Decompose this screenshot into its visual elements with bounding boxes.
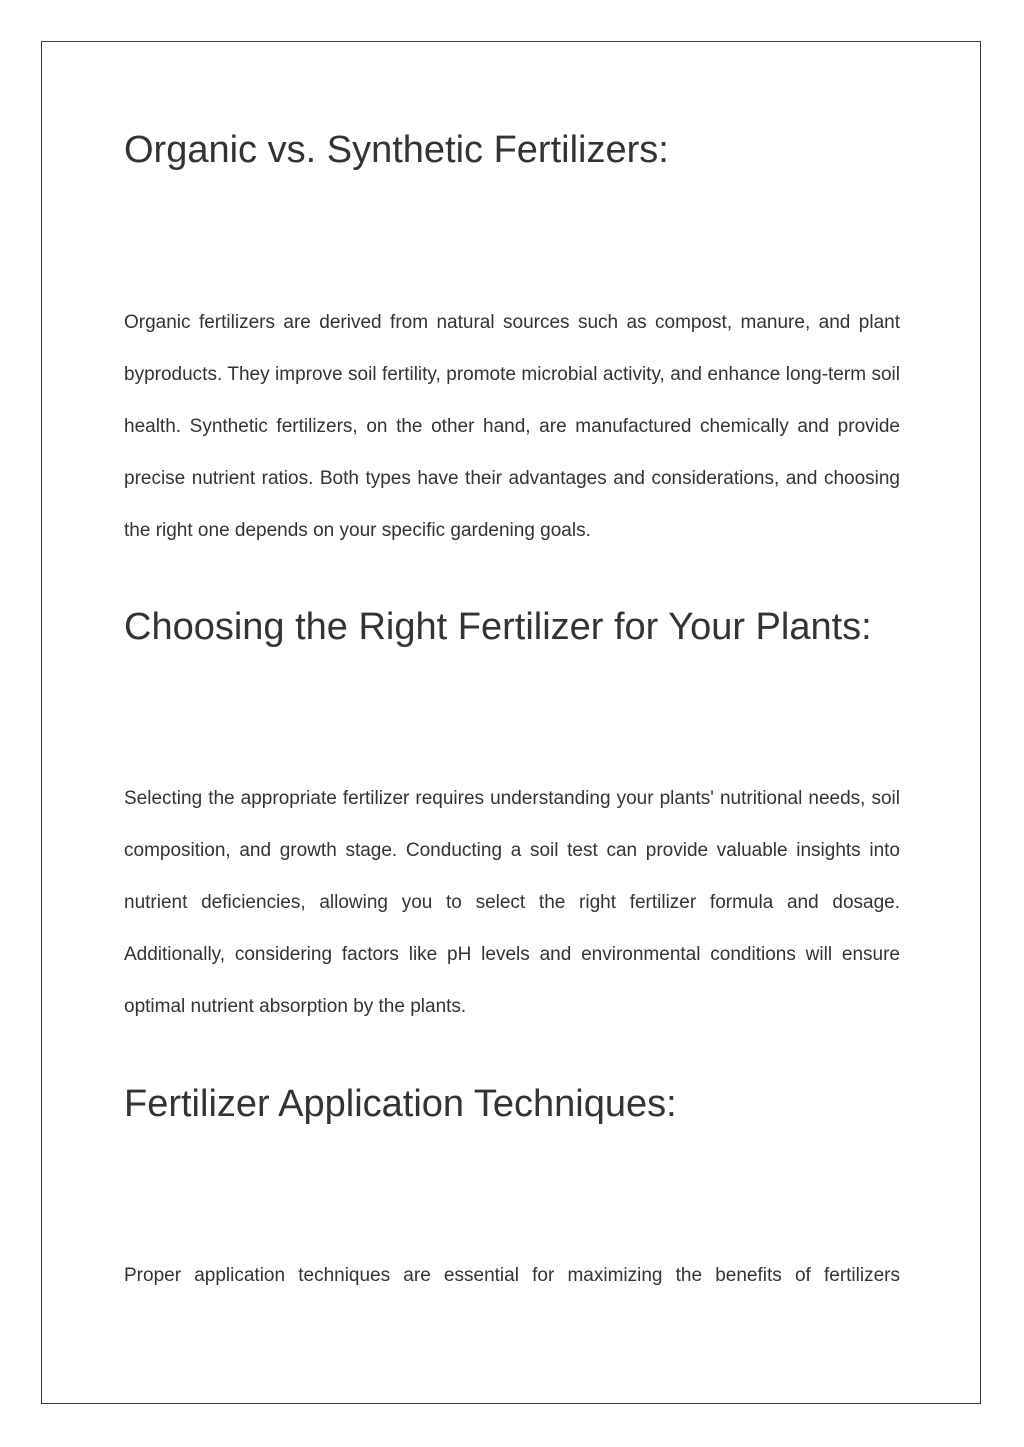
section-heading-application-techniques: Fertilizer Application Techniques: bbox=[124, 1083, 677, 1125]
section-heading-organic-vs-synthetic: Organic vs. Synthetic Fertilizers: bbox=[124, 129, 669, 171]
section-heading-choosing-fertilizer: Choosing the Right Fertilizer for Your Plants: bbox=[124, 606, 872, 648]
section-paragraph-organic-vs-synthetic: Organic fertilizers are derived from natural sources such as compost, manure, and plant byproducts. They improve soil fertility, promote microbial activity, and enhance long-term soil health. Synthetic fertilizers, on the other hand, are manufactured chemically and provide precise nutrient ratios. Both types have their advantages and considerations, and choosing the right one depends on your specific gardening goals. bbox=[124, 312, 900, 541]
page-border bbox=[41, 41, 981, 1404]
section-paragraph-application-techniques: Proper application techniques are essential for maximizing the benefits of fertilizers bbox=[124, 1265, 900, 1286]
section-paragraph-choosing-fertilizer: Selecting the appropriate fertilizer requires understanding your plants' nutritional needs, soil composition, and growth stage. Conducting a soil test can provide valuable insights into nutrient deficiencies, allowing you to select the right fertilizer formula and dosage. Additionally, considering factors like pH levels and environmental conditions will ensure optimal nutrient absorption by the plants. bbox=[124, 788, 900, 1017]
